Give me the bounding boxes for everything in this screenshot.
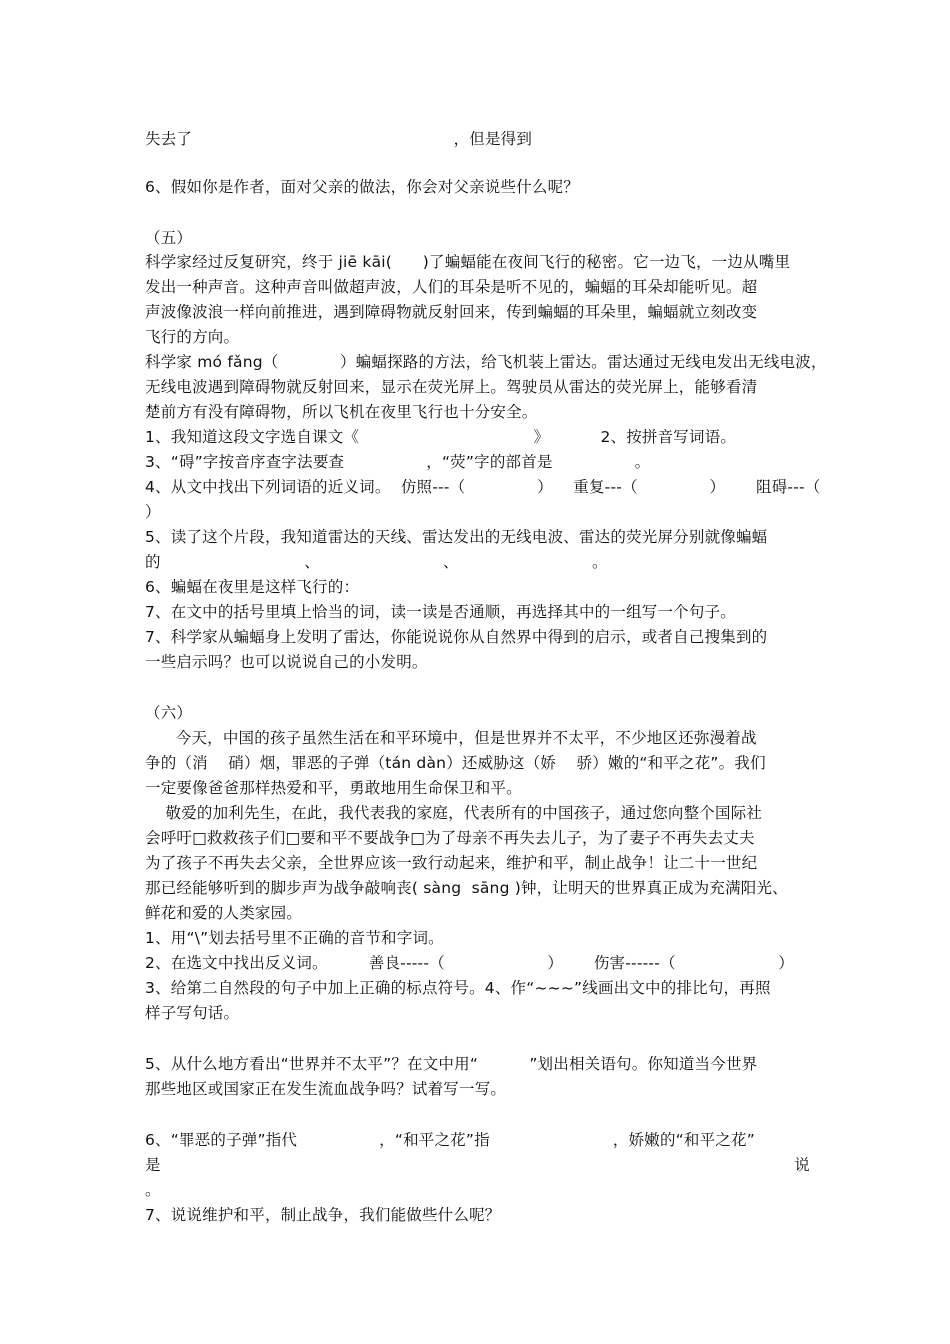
question-6-5: 5、从什么地方看出“世界并不太平”？在文中用“ ”划出相关语句。你知道当今世界: [145, 1055, 758, 1073]
passage-5-line-1: 科学家经过反复研究，终于 jiē kāi( )了蝙蝠能在夜间飞行的秘密。它一边飞，一边从嘴里: [145, 253, 791, 271]
question-6-2: 2、在选文中找出反义词。 善良-----（ ） 伤害------（ ）: [145, 954, 794, 972]
question-5-7b: 7、科学家从蝙蝠身上发明了雷达，你能说说你从自然界中得到的启示，或者自己搜集到的: [145, 628, 768, 646]
question-5-5: 5、读了这个片段，我知道雷达的天线、雷达发出的无线电波、雷达的荧光屏分别就像蝙蝠: [145, 528, 768, 546]
passage-5-line-5: 科学家 mó fǎng（ ）蝙蝠探路的方法，给飞机装上雷达。雷达通过无线电发出无线电波，: [145, 353, 827, 371]
question-5-4: 4、从文中找出下列词语的近义词。 仿照---（ ） 重复---（ ） 阻碍---（: [145, 478, 821, 496]
passage-5-line-3: 声波像波浪一样向前推进，遇到障碍物就反射回来，传到蝙蝠的耳朵里，蝙蝠就立刻改变: [145, 303, 758, 321]
question-6-6: 6、“罪恶的子弹”指代 ，“和平之花”指 ，娇嫩的“和平之花”: [145, 1131, 755, 1149]
passage-6-line-3: 一定要像爸爸那样热爱和平，勇敢地用生命保卫和平。: [145, 779, 522, 797]
question-6-1: 1、用“\”划去括号里不正确的音节和字词。: [145, 929, 444, 947]
passage-5-line-4: 飞行的方向。: [145, 328, 240, 346]
section-heading-5: （五）: [145, 229, 193, 247]
question-6-6-cont-left: 是: [145, 1156, 161, 1174]
question-5-4-cont: ）: [145, 503, 161, 521]
answer-line-lost-gained: 失去了 ，但是得到: [145, 130, 533, 148]
question-6-5-cont: 那些地区或国家正在发生流血战争吗？试着写一写。: [145, 1080, 507, 1098]
question-6-father: 6、假如你是作者，面对父亲的做法，你会对父亲说些什么呢？: [145, 178, 579, 196]
question-6-3-4: 3、给第二自然段的句子中加上正确的标点符号。4、作“~~~”线画出文中的排比句，再照: [145, 979, 771, 997]
question-5-5-cont: 的 、 、 。: [145, 553, 608, 571]
passage-6-line-2: 争的（消 硝）烟，罪恶的子弹（tán dàn）还威胁这（娇 骄）嫩的“和平之花”。我们: [145, 754, 766, 772]
section-heading-6: （六）: [145, 704, 193, 722]
passage-5-line-2: 发出一种声音。这种声音叫做超声波，人们的耳朵是听不见的，蝙蝠的耳朵却能听见。超: [145, 278, 758, 296]
question-5-6: 6、蝙蝠在夜里是这样飞行的：: [145, 578, 360, 596]
question-5-3: 3、“碍”字按音序查字法要查 ，“荧”字的部首是 。: [145, 453, 651, 471]
passage-6-line-4: 敬爱的加利先生，在此，我代表我的家庭，代表所有的中国孩子，通过您向整个国际社: [145, 804, 763, 822]
question-6-4-cont: 样子写句话。: [145, 1004, 240, 1022]
passage-6-line-5: 会呼吁□救救孩子们□要和平不要战争□为了母亲不再失去儿子，为了妻子不再失去丈夫: [145, 829, 755, 847]
passage-5-line-7: 楚前方有没有障碍物，所以飞机在夜里飞行也十分安全。: [145, 403, 538, 421]
question-5-7a: 7、在文中的括号里填上恰当的词，读一读是否通顺，再选择其中的一组写一个句子。: [145, 603, 736, 621]
passage-6-line-1: 今天，中国的孩子虽然生活在和平环境中，但是世界并不太平，不少地区还弥漫着战: [145, 729, 757, 747]
question-5-1-2: 1、我知道这段文字选自课文《 》 2、按拼音写词语。: [145, 428, 737, 446]
passage-6-line-6: 为了孩子不再失去父亲，全世界应该一致行动起来，维护和平，制止战争！让二十一世纪: [145, 854, 758, 872]
passage-6-line-8: 鲜花和爱的人类家园。: [145, 904, 303, 922]
passage-5-line-6: 无线电波遇到障碍物就反射回来，显示在荧光屏上。驾驶员从雷达的荧光屏上，能够看清: [145, 378, 758, 396]
question-6-6-end: 。: [145, 1181, 161, 1199]
passage-6-line-7: 那已经能够听到的脚步声为战争敲响丧( sàng sāng )钟，让明天的世界真正成为充满阳光、: [145, 879, 788, 897]
question-5-7b-cont: 一些启示吗？也可以说说自己的小发明。: [145, 653, 428, 671]
question-6-7: 7、说说维护和平，制止战争，我们能做些什么呢？: [145, 1206, 501, 1224]
question-6-6-cont-right: 说: [794, 1156, 810, 1174]
question-6-6-cont: [145, 1154, 810, 1176]
